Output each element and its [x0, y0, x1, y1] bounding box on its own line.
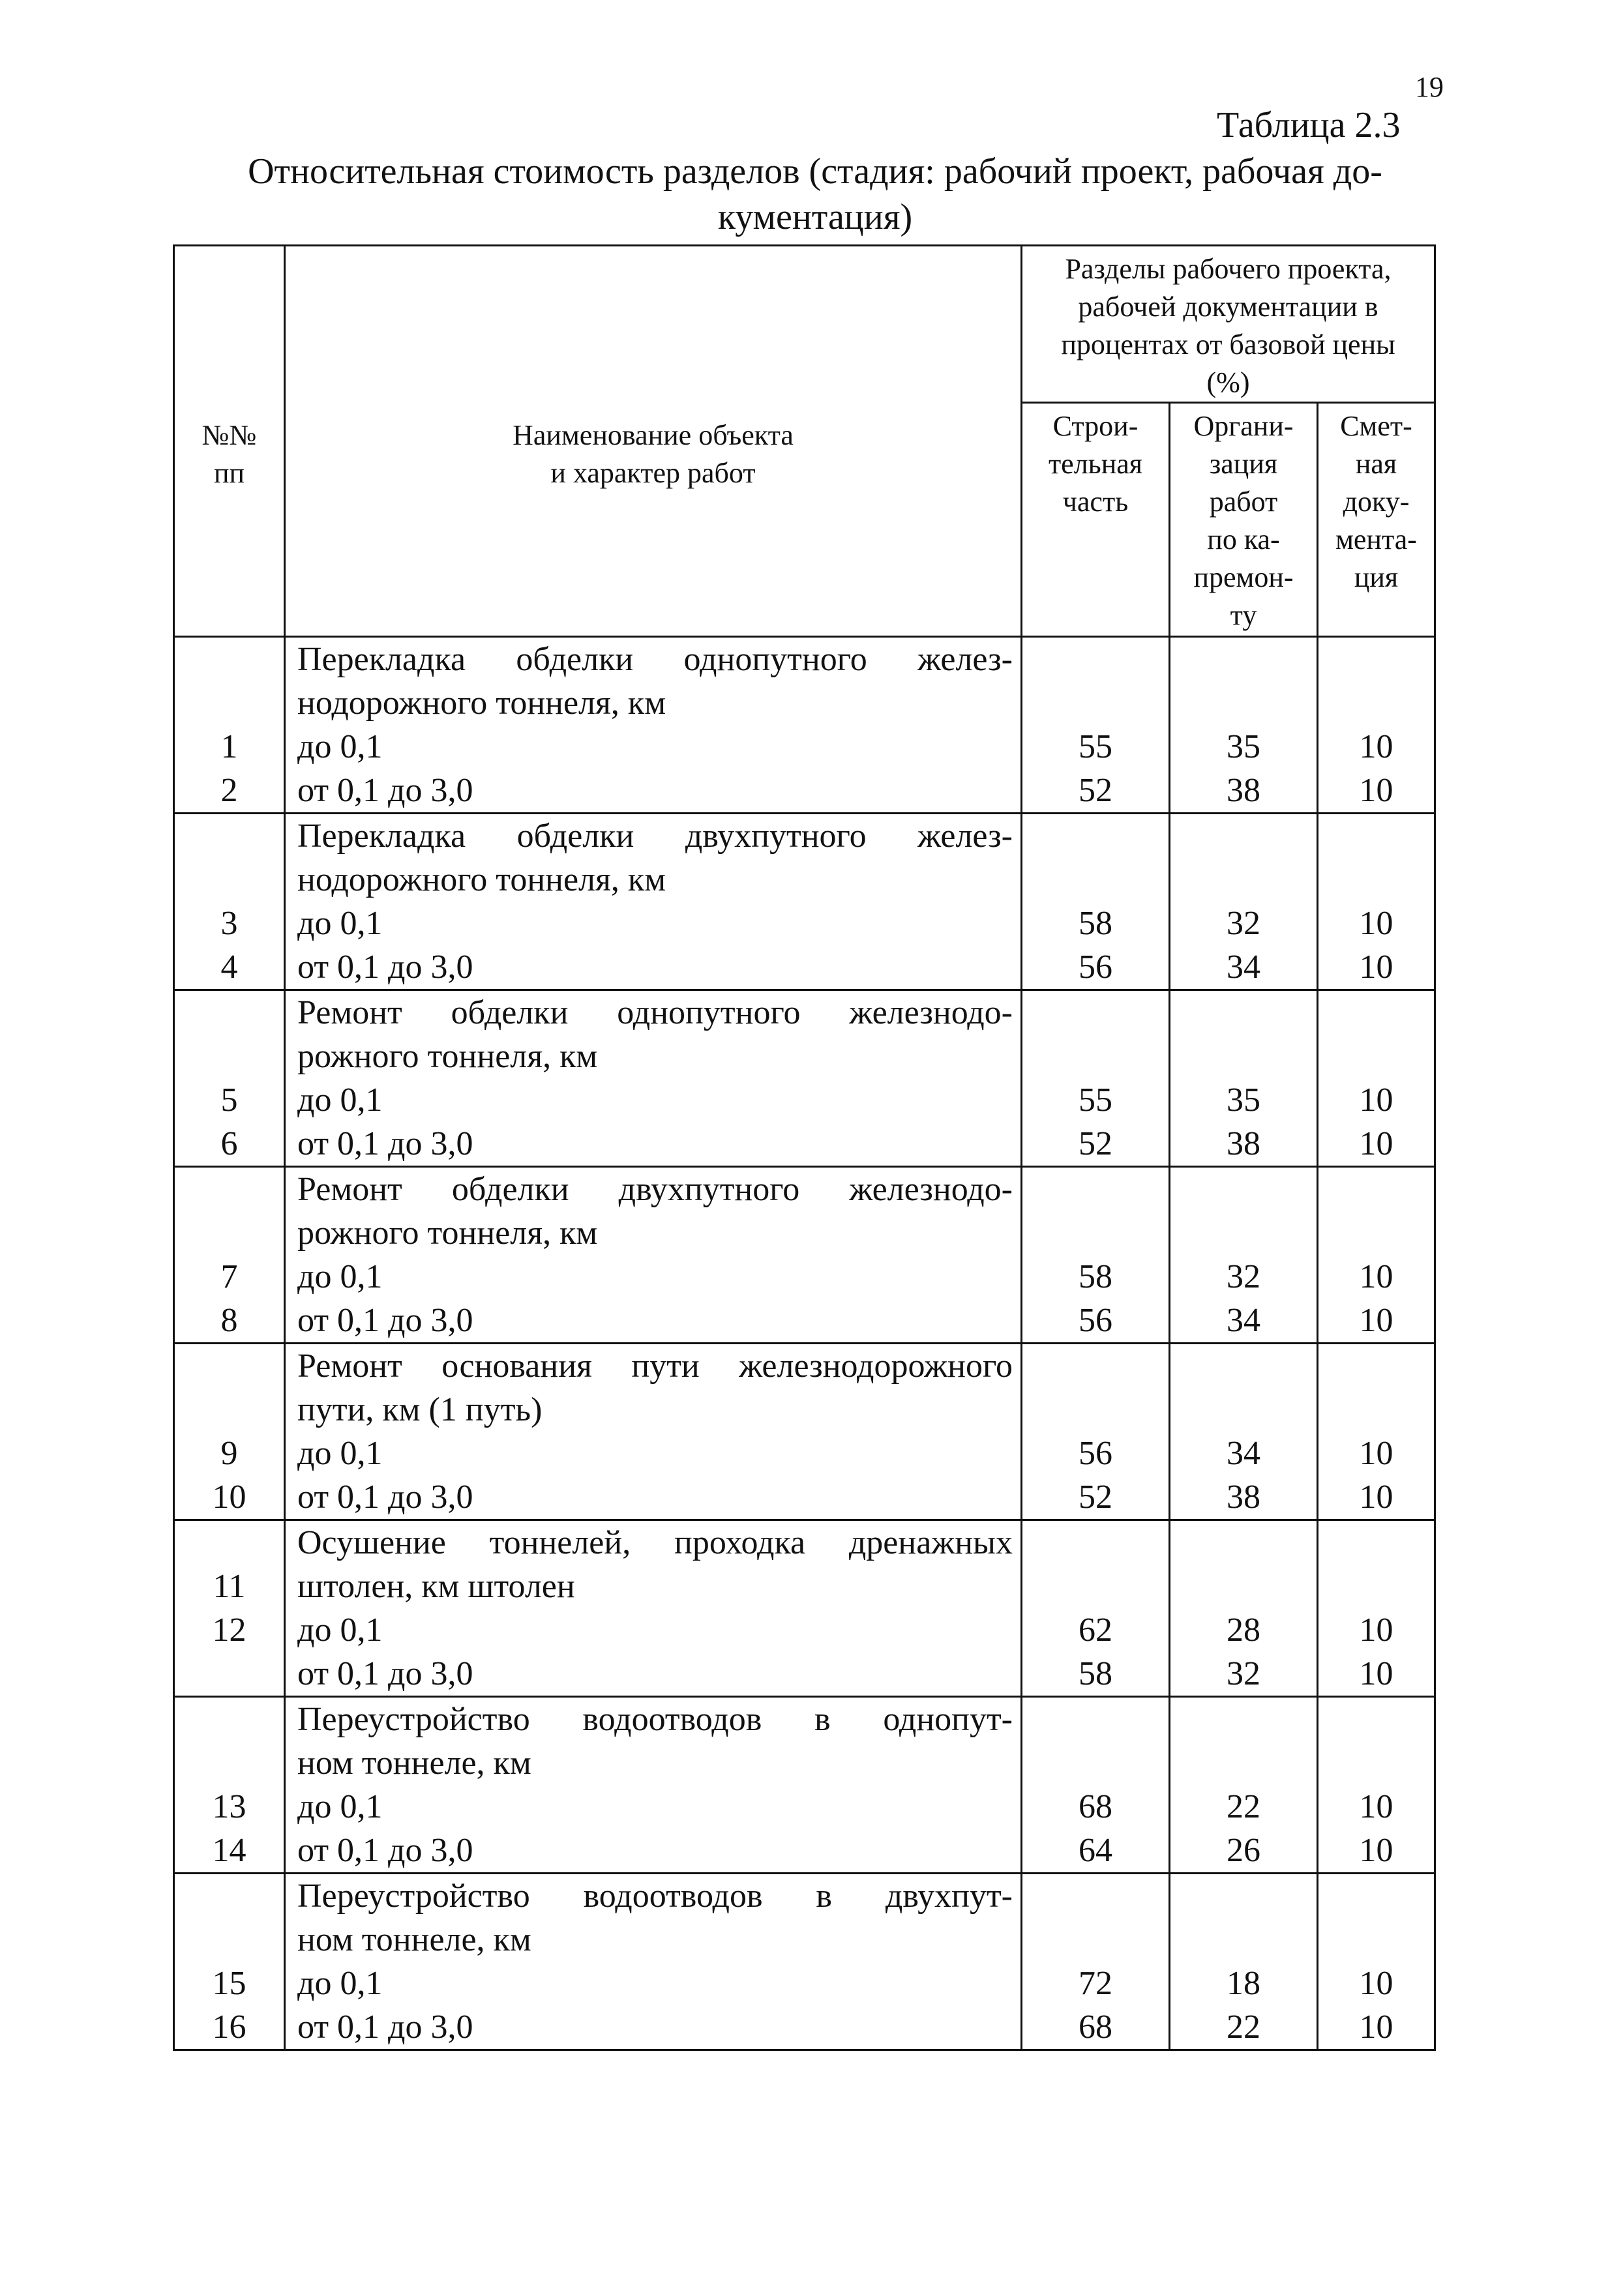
work-organization-value: 34	[1227, 949, 1260, 986]
row-numbers-cell	[174, 990, 285, 1167]
object-title-line: рожного тоннеля, км	[297, 1214, 598, 1252]
estimate-docs-value: 10	[1359, 772, 1393, 809]
object-name-cell	[285, 990, 1022, 1167]
object-title-line: пути, км (1 путь)	[297, 1391, 543, 1428]
row-number: 8	[220, 1302, 238, 1339]
estimate-docs-cell	[1318, 990, 1435, 1167]
estimate-docs-cell	[1318, 1520, 1435, 1697]
table-row-group	[174, 1344, 1435, 1520]
construction-part-value: 52	[1079, 1479, 1112, 1516]
range-label: от 0,1 до 3,0	[297, 1125, 473, 1162]
row-number	[175, 681, 284, 725]
work-organization-value: 35	[1227, 1082, 1260, 1119]
construction-part-value: 68	[1079, 1788, 1112, 1825]
row-number: 15	[212, 1965, 246, 2002]
object-title-line: Осушение тоннелей, проходка дренажных	[297, 1524, 1013, 1561]
header-org-line: по ка-	[1207, 523, 1280, 555]
object-name-cell	[285, 1167, 1022, 1344]
construction-part-value: 55	[1079, 1082, 1112, 1119]
estimate-docs-cell	[1318, 1344, 1435, 1520]
construction-part-cell	[1022, 814, 1170, 990]
work-organization-cell	[1170, 990, 1318, 1167]
estimate-docs-value: 10	[1359, 1082, 1393, 1119]
row-numbers-cell	[174, 814, 285, 990]
work-organization-cell	[1170, 814, 1318, 990]
range-label: от 0,1 до 3,0	[297, 1302, 473, 1339]
row-numbers-cell	[174, 1697, 285, 1874]
estimate-docs-value: 10	[1359, 1302, 1393, 1339]
table-row-group	[174, 1697, 1435, 1874]
estimate-docs-value: 10	[1359, 1125, 1393, 1162]
work-organization-value: 34	[1227, 1435, 1260, 1472]
range-label: от 0,1 до 3,0	[297, 1655, 473, 1692]
caption-line-2: кументация)	[717, 197, 913, 237]
object-title-line: Перекладка обделки однопутного желез-	[297, 641, 1013, 678]
table-row-group	[174, 1874, 1435, 2050]
range-label: до 0,1	[297, 1965, 383, 2002]
object-name-cell	[285, 637, 1022, 814]
work-organization-value: 38	[1227, 1479, 1260, 1516]
estimate-docs-cell	[1318, 637, 1435, 814]
row-number	[175, 1168, 284, 1211]
work-organization-value: 26	[1227, 1832, 1260, 1869]
header-number	[174, 246, 285, 637]
row-numbers-cell	[174, 1344, 285, 1520]
row-number: 16	[212, 2009, 246, 2046]
object-name-cell	[285, 1344, 1022, 1520]
range-label: от 0,1 до 3,0	[297, 949, 473, 986]
work-organization-value: 35	[1227, 728, 1260, 765]
object-name-cell	[285, 1520, 1022, 1697]
header-work-organization	[1170, 403, 1318, 637]
construction-part-value: 56	[1079, 1302, 1112, 1339]
work-organization-cell	[1170, 1344, 1318, 1520]
table-row-group	[174, 990, 1435, 1167]
estimate-docs-cell	[1318, 1697, 1435, 1874]
page-number: 19	[1415, 71, 1444, 103]
range-label: до 0,1	[297, 905, 383, 942]
header-org-line: зация	[1209, 448, 1278, 480]
header-est-line: ция	[1354, 561, 1399, 593]
header-number-line: №№	[201, 419, 257, 451]
header-group-line: Разделы рабочего проекта,	[1065, 253, 1392, 285]
estimate-docs-value: 10	[1359, 1788, 1393, 1825]
row-numbers-cell	[174, 1874, 285, 2050]
header-row-1	[174, 246, 1435, 403]
work-organization-value: 28	[1227, 1612, 1260, 1649]
work-organization-cell	[1170, 1874, 1318, 2050]
range-label: до 0,1	[297, 1435, 383, 1472]
range-label: до 0,1	[297, 1258, 383, 1295]
construction-part-cell	[1022, 1167, 1170, 1344]
construction-part-value: 56	[1079, 949, 1112, 986]
construction-part-value: 72	[1079, 1965, 1112, 2002]
range-label: от 0,1 до 3,0	[297, 1832, 473, 1869]
row-number	[175, 858, 284, 902]
row-number	[175, 1698, 284, 1741]
construction-part-cell	[1022, 637, 1170, 814]
object-title-line: штолен, км штолен	[297, 1568, 575, 1605]
construction-part-value: 56	[1079, 1435, 1112, 1472]
estimate-docs-value: 10	[1359, 1258, 1393, 1295]
row-number: 6	[220, 1125, 238, 1162]
row-number	[175, 1344, 284, 1388]
caption-line-1: Относительная стоимость разделов (стадия: рабочий проект, рабочая до-	[248, 151, 1382, 192]
object-title-line: нодорожного тоннеля, км	[297, 861, 666, 898]
construction-part-cell	[1022, 1697, 1170, 1874]
work-organization-cell	[1170, 1520, 1318, 1697]
table-row-group	[174, 814, 1435, 990]
header-est-line: Смет-	[1340, 410, 1412, 442]
object-title-line: ном тоннеле, км	[297, 1921, 531, 1958]
header-name-line: Наименование объекта	[513, 419, 794, 451]
work-organization-cell	[1170, 1697, 1318, 1874]
range-label: от 0,1 до 3,0	[297, 1479, 473, 1516]
construction-part-value: 52	[1079, 1125, 1112, 1162]
object-title-line: Ремонт обделки однопутного железнодо-	[297, 994, 1013, 1031]
object-title-line: ном тоннеле, км	[297, 1744, 531, 1782]
header-org-line: работ	[1209, 486, 1278, 518]
header-est-line: ная	[1355, 448, 1397, 480]
object-title-line: рожного тоннеля, км	[297, 1038, 598, 1075]
work-organization-value: 18	[1227, 1965, 1260, 2002]
work-organization-value: 34	[1227, 1302, 1260, 1339]
row-number	[175, 1741, 284, 1785]
header-construction-part	[1022, 403, 1170, 637]
construction-part-value: 52	[1079, 772, 1112, 809]
work-organization-value: 32	[1227, 1258, 1260, 1295]
row-number: 10	[212, 1479, 246, 1516]
header-object-name	[285, 246, 1022, 637]
table-row-group	[174, 1167, 1435, 1344]
estimate-docs-cell	[1318, 814, 1435, 990]
row-number: 11	[213, 1568, 246, 1605]
work-organization-cell	[1170, 637, 1318, 814]
range-label: до 0,1	[297, 728, 383, 765]
object-title-line: Ремонт основания пути железнодорожного	[297, 1347, 1013, 1385]
row-number: 9	[220, 1435, 238, 1472]
estimate-docs-cell	[1318, 1167, 1435, 1344]
row-number: 5	[220, 1082, 238, 1119]
range-label: до 0,1	[297, 1082, 383, 1119]
row-number: 2	[220, 772, 238, 809]
table-label: Таблица 2.3	[1217, 105, 1401, 145]
cost-sections-table	[173, 244, 1436, 2051]
row-number: 4	[220, 949, 238, 986]
work-organization-value: 32	[1227, 905, 1260, 942]
row-number	[175, 1211, 284, 1255]
estimate-docs-cell	[1318, 1874, 1435, 2050]
object-name-cell	[285, 814, 1022, 990]
construction-part-cell	[1022, 1520, 1170, 1697]
object-title-line: нодорожного тоннеля, км	[297, 684, 666, 722]
row-number	[175, 638, 284, 681]
construction-part-value: 64	[1079, 1832, 1112, 1869]
estimate-docs-value: 10	[1359, 1435, 1393, 1472]
row-number: 14	[212, 1832, 246, 1869]
table-row-group	[174, 637, 1435, 814]
header-group-line: рабочей документации в	[1078, 291, 1378, 323]
construction-part-value: 62	[1079, 1612, 1112, 1649]
range-label: от 0,1 до 3,0	[297, 2009, 473, 2046]
estimate-docs-value: 10	[1359, 949, 1393, 986]
row-number	[175, 1874, 284, 1918]
row-number: 12	[212, 1612, 246, 1649]
table-row-group	[174, 1520, 1435, 1697]
header-number-line: пп	[213, 456, 245, 489]
work-organization-value: 32	[1227, 1655, 1260, 1692]
object-name-cell	[285, 1874, 1022, 2050]
row-numbers-cell	[174, 1167, 285, 1344]
row-number: 7	[220, 1258, 238, 1295]
range-label: до 0,1	[297, 1612, 383, 1649]
row-numbers-cell	[174, 637, 285, 814]
header-name-line: и характер работ	[550, 456, 756, 489]
row-number: 1	[220, 728, 238, 765]
header-build-line: часть	[1062, 486, 1129, 518]
row-number	[175, 1035, 284, 1078]
header-org-line: премон-	[1193, 561, 1294, 593]
header-group-line: (%)	[1206, 366, 1250, 398]
header-org-line: ту	[1230, 599, 1257, 631]
header-build-line: Строи-	[1052, 410, 1139, 442]
estimate-docs-value: 10	[1359, 1479, 1393, 1516]
estimate-docs-value: 10	[1359, 1655, 1393, 1692]
work-organization-value: 22	[1227, 2009, 1260, 2046]
object-name-cell	[285, 1697, 1022, 1874]
range-label: от 0,1 до 3,0	[297, 772, 473, 809]
row-number	[175, 814, 284, 858]
construction-part-value: 55	[1079, 728, 1112, 765]
construction-part-value: 58	[1079, 1258, 1112, 1295]
estimate-docs-value: 10	[1359, 2009, 1393, 2046]
construction-part-value: 58	[1079, 1655, 1112, 1692]
row-number	[175, 1918, 284, 1962]
work-organization-cell	[1170, 1167, 1318, 1344]
header-estimate-docs	[1318, 403, 1435, 637]
construction-part-cell	[1022, 1344, 1170, 1520]
estimate-docs-value: 10	[1359, 1832, 1393, 1869]
row-number: 13	[212, 1788, 246, 1825]
construction-part-cell	[1022, 990, 1170, 1167]
row-number	[175, 1521, 284, 1565]
header-est-line: мента-	[1335, 523, 1417, 555]
header-est-line: доку-	[1343, 486, 1410, 518]
row-number	[175, 991, 284, 1035]
table-caption	[196, 149, 1435, 240]
object-title-line: Ремонт обделки двухпутного железнодо-	[297, 1171, 1013, 1208]
header-org-line: Органи-	[1193, 410, 1294, 442]
row-number	[175, 1652, 284, 1696]
row-number: 3	[220, 905, 238, 942]
work-organization-value: 38	[1227, 772, 1260, 809]
header-build-line: тельная	[1048, 448, 1143, 480]
object-title-line: Переустройство водоотводов в однопут-	[297, 1701, 1013, 1738]
header-group-line: процентах от базовой цены	[1061, 329, 1395, 361]
work-organization-value: 22	[1227, 1788, 1260, 1825]
estimate-docs-value: 10	[1359, 728, 1393, 765]
construction-part-value: 68	[1079, 2009, 1112, 2046]
construction-part-cell	[1022, 1874, 1170, 2050]
row-numbers-cell	[174, 1520, 285, 1697]
estimate-docs-value: 10	[1359, 1965, 1393, 2002]
object-title-line: Переустройство водоотводов в двухпут-	[297, 1877, 1013, 1915]
row-number	[175, 1388, 284, 1432]
object-title-line: Перекладка обделки двухпутного желез-	[297, 817, 1013, 855]
estimate-docs-value: 10	[1359, 905, 1393, 942]
range-label: до 0,1	[297, 1788, 383, 1825]
header-sections-group	[1022, 246, 1435, 403]
work-organization-value: 38	[1227, 1125, 1260, 1162]
construction-part-value: 58	[1079, 905, 1112, 942]
estimate-docs-value: 10	[1359, 1612, 1393, 1649]
